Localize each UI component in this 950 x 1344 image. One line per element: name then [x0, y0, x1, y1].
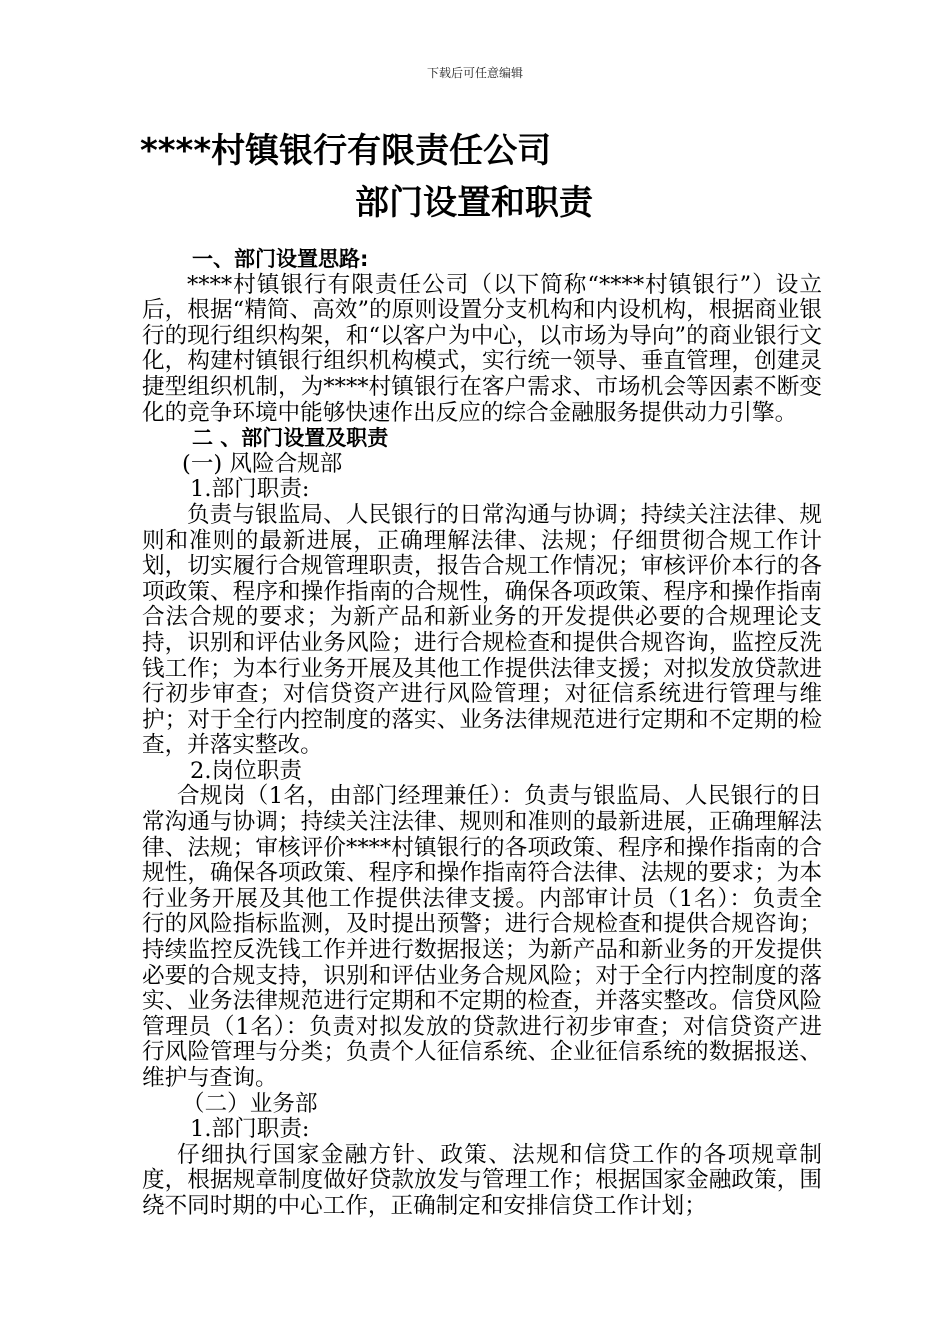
document-title-line1: ****村镇银行有限责任公司 [140, 131, 552, 171]
section1-heading: 一、部门设置思路: [192, 247, 369, 271]
document-title-line2: 部门设置和职责 [355, 183, 593, 223]
dept2-duty-label: 1.部门职责: [190, 1116, 310, 1143]
dept2-heading: （二）业务部 [182, 1090, 318, 1117]
dept1-duty-label: 1.部门职责: [190, 476, 310, 503]
dept1-post-label: 2.岗位职责 [190, 757, 302, 784]
section2-heading: 二 、部门设置及职责 [192, 426, 389, 451]
dept1-heading: (一) 风险合规部 [182, 450, 343, 477]
dept1-post-paragraph: 合规岗（1名，由部门经理兼任）：负责与银监局、人民银行的日常沟通与协调；持续关注法律、规则和准则的最新进展，正确理解法律、法规；审核评价****村镇银行的各项政策、程序和操作指南的合规性，确保各项政策、程序和操作指南符合法律、法规的要求；为本行业务开展及其他工作提供法律支援。内部审计员（1名）：负责全行的风险指标监测，及时提出预警；进行合规检查和提供合规咨询；持续监控反洗钱工作并进行数据报送；为新产品和新业务的开发提供必要的合规支持，识别和评估业务合规风险；对于全行内控制度的落实、业务法律规范进行定期和不定期的检查，并落实整改。信贷风险管理员（1名）：负责对拟发放的贷款进行初步审查；对信贷资产进行风险管理与分类；负责个人征信系统、企业征信系统的数据报送、维护与查询。 [142, 783, 822, 1091]
section1-paragraph: ****村镇银行有限责任公司（以下简称“****村镇银行”）设立后，根据“精简、高效”的原则设置分支机构和内设机构，根据商业银行的现行组织构架，和“以客户为中心，以市场为导向”的商业银行文化，构建村镇银行组织机构模式，实行统一领导、垂直管理，创建灵捷型组织机制，为****村镇银行在客户需求、市场机会等因素不断变化的竞争环境中能够快速作出反应的综合金融服务提供动力引擎。 [142, 271, 822, 426]
dept2-duty-paragraph: 仔细执行国家金融方针、政策、法规和信贷工作的各项规章制度，根据规章制度做好贷款放发与管理工作；根据国家金融政策，围绕不同时期的中心工作，正确制定和安排信贷工作计划； [142, 1141, 822, 1219]
header-note: 下载后可任意编辑 [426, 66, 523, 80]
document-body [142, 247, 822, 1220]
dept1-duty-paragraph: 负责与银监局、人民银行的日常沟通与协调；持续关注法律、规则和准则的最新进展，正确理解法律、法规；仔细贯彻合规工作计划，切实履行合规管理职责，报告合规工作情况；审核评价本行的各项政策、程序和操作指南的合规性，确保各项政策、程序和操作指南合法合规的要求；为新产品和新业务的开发提供必要的合规理论支持，识别和评估业务风险；进行合规检查和提供合规咨询，监控反洗钱工作；为本行业务开展及其他工作提供法律支援；对拟发放贷款进行初步审查；对信贷资产进行风险管理；对征信系统进行管理与维护；对于全行内控制度的落实、业务法律规范进行定期和不定期的检查，并落实整改。 [142, 501, 822, 759]
